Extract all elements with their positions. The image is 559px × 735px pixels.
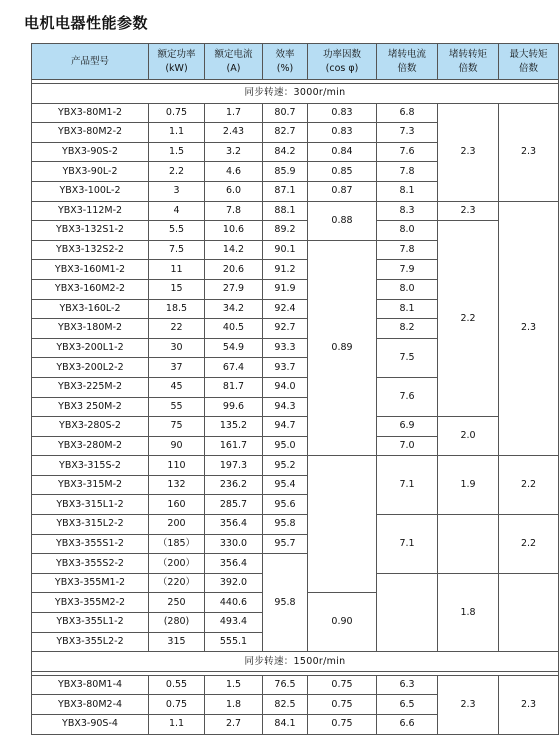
power-cell: 1.1 (149, 123, 205, 143)
model-cell: YBX3-355M1-2 (32, 573, 149, 593)
pf-cell (308, 456, 377, 593)
power-cell: 5.5 (149, 221, 205, 241)
efficiency-cell: 84.1 (263, 715, 308, 735)
lrt-cell: 2.0 (438, 417, 499, 456)
lrc-cell: 8.0 (377, 279, 438, 299)
pf-cell: 0.75 (308, 675, 377, 695)
efficiency-cell: 88.1 (263, 201, 308, 221)
lrc-cell (377, 573, 438, 651)
current-cell: 3.2 (205, 142, 263, 162)
current-cell: 330.0 (205, 534, 263, 554)
header-power: 额定功率 (kW) (149, 44, 205, 80)
power-cell: 90 (149, 436, 205, 456)
efficiency-cell: 92.7 (263, 319, 308, 339)
header-model: 产品型号 (32, 44, 149, 80)
current-cell: 4.6 (205, 162, 263, 182)
pf-cell: 0.83 (308, 123, 377, 143)
current-cell: 1.8 (205, 695, 263, 715)
efficiency-cell: 95.7 (263, 534, 308, 554)
current-cell: 236.2 (205, 475, 263, 495)
efficiency-cell: 95.8 (263, 554, 308, 652)
efficiency-cell: 87.1 (263, 181, 308, 201)
lrc-cell: 6.6 (377, 715, 438, 735)
model-cell: YBX3-132S1-2 (32, 221, 149, 241)
max-torque-cell: 2.3 (499, 201, 559, 456)
current-cell: 197.3 (205, 456, 263, 476)
efficiency-cell: 95.4 (263, 475, 308, 495)
performance-table (31, 43, 559, 735)
model-cell: YBX3-280S-2 (32, 417, 149, 437)
lrc-cell: 6.8 (377, 103, 438, 123)
current-cell: 10.6 (205, 221, 263, 241)
header-max-torque: 最大转矩 倍数 (499, 44, 559, 80)
current-cell: 20.6 (205, 260, 263, 280)
lrc-cell: 7.9 (377, 260, 438, 280)
model-cell: YBX3-90S-2 (32, 142, 149, 162)
lrt-cell: 2.3 (438, 675, 499, 734)
model-cell: YBX3-160M2-2 (32, 279, 149, 299)
current-cell: 356.4 (205, 554, 263, 574)
table-row (32, 103, 559, 123)
current-cell: 2.43 (205, 123, 263, 143)
model-cell: YBX3-180M-2 (32, 319, 149, 339)
lrt-cell: 2.3 (438, 201, 499, 221)
pf-cell: 0.85 (308, 162, 377, 182)
power-cell: 1.1 (149, 715, 205, 735)
model-cell: YBX3 250M-2 (32, 397, 149, 417)
lrc-cell: 8.1 (377, 299, 438, 319)
current-cell: 135.2 (205, 417, 263, 437)
power-cell: 11 (149, 260, 205, 280)
model-cell: YBX3-315M-2 (32, 475, 149, 495)
efficiency-cell: 80.7 (263, 103, 308, 123)
efficiency-cell: 95.2 (263, 456, 308, 476)
page-title: 电机电器性能参数 (24, 14, 149, 32)
efficiency-cell: 94.7 (263, 417, 308, 437)
current-cell: 392.0 (205, 573, 263, 593)
efficiency-cell: 82.5 (263, 695, 308, 715)
max-torque-cell: 2.3 (499, 103, 559, 201)
model-cell: YBX3-200L1-2 (32, 338, 149, 358)
lrt-cell: 1.8 (438, 573, 499, 651)
model-cell: YBX3-80M1-4 (32, 675, 149, 695)
efficiency-cell: 85.9 (263, 162, 308, 182)
current-cell: 440.6 (205, 593, 263, 613)
lrc-cell: 6.9 (377, 417, 438, 437)
power-cell: （200） (149, 554, 205, 574)
model-cell: YBX3-160L-2 (32, 299, 149, 319)
power-cell: 75 (149, 417, 205, 437)
model-cell: YBX3-225M-2 (32, 377, 149, 397)
lrc-cell: 8.2 (377, 319, 438, 339)
section-label: 同步转速：1500r/min (32, 652, 559, 672)
efficiency-cell: 76.5 (263, 675, 308, 695)
header-locked-rotor-torque: 堵转转矩 倍数 (438, 44, 499, 80)
lrc-cell: 8.3 (377, 201, 438, 221)
model-cell: YBX3-315L2-2 (32, 515, 149, 535)
power-cell: 18.5 (149, 299, 205, 319)
lrc-cell: 7.8 (377, 240, 438, 260)
model-cell: YBX3-355S1-2 (32, 534, 149, 554)
current-cell: 34.2 (205, 299, 263, 319)
efficiency-cell: 93.3 (263, 338, 308, 358)
header-current: 额定电流 (A) (205, 44, 263, 80)
power-cell: （185） (149, 534, 205, 554)
current-cell: 67.4 (205, 358, 263, 378)
power-cell: 250 (149, 593, 205, 613)
power-cell: 315 (149, 632, 205, 652)
model-cell: YBX3-315S-2 (32, 456, 149, 476)
model-cell: YBX3-315L1-2 (32, 495, 149, 515)
power-cell: 45 (149, 377, 205, 397)
current-cell: 81.7 (205, 377, 263, 397)
lrc-cell: 8.1 (377, 181, 438, 201)
lrc-cell: 7.5 (377, 338, 438, 377)
model-cell: YBX3-112M-2 (32, 201, 149, 221)
lrc-cell: 8.0 (377, 221, 438, 241)
header-power-factor: 功率因数 (cos φ) (308, 44, 377, 80)
current-cell: 1.5 (205, 675, 263, 695)
model-cell: YBX3-355L1-2 (32, 613, 149, 633)
efficiency-cell: 92.4 (263, 299, 308, 319)
max-torque-cell: 2.3 (499, 675, 559, 734)
current-cell: 1.7 (205, 103, 263, 123)
power-cell: 0.55 (149, 675, 205, 695)
power-cell: 0.75 (149, 695, 205, 715)
current-cell: 493.4 (205, 613, 263, 633)
efficiency-cell: 94.3 (263, 397, 308, 417)
pf-cell: 0.90 (308, 593, 377, 652)
header-locked-rotor-current: 堵转电流 倍数 (377, 44, 438, 80)
power-cell: 55 (149, 397, 205, 417)
power-cell: 22 (149, 319, 205, 339)
table-row (32, 221, 559, 241)
section-row (32, 84, 559, 104)
lrc-cell: 6.5 (377, 695, 438, 715)
power-cell: 2.2 (149, 162, 205, 182)
lrc-cell: 7.6 (377, 142, 438, 162)
section-label: 同步转速：3000r/min (32, 84, 559, 104)
table-row (32, 675, 559, 695)
efficiency-cell: 91.2 (263, 260, 308, 280)
max-torque-cell: 2.2 (499, 456, 559, 515)
pf-cell: 0.84 (308, 142, 377, 162)
efficiency-cell: 82.7 (263, 123, 308, 143)
power-cell: 7.5 (149, 240, 205, 260)
model-cell: YBX3-355L2-2 (32, 632, 149, 652)
power-cell: 3 (149, 181, 205, 201)
current-cell: 6.0 (205, 181, 263, 201)
power-cell: 160 (149, 495, 205, 515)
power-cell: 37 (149, 358, 205, 378)
power-cell: 110 (149, 456, 205, 476)
current-cell: 161.7 (205, 436, 263, 456)
model-cell: YBX3-80M1-2 (32, 103, 149, 123)
lrt-cell: 2.2 (438, 221, 499, 417)
power-cell: 200 (149, 515, 205, 535)
current-cell: 555.1 (205, 632, 263, 652)
header-row (32, 44, 559, 80)
table-row (32, 417, 559, 437)
lrc-cell: 7.8 (377, 162, 438, 182)
efficiency-cell: 84.2 (263, 142, 308, 162)
current-cell: 40.5 (205, 319, 263, 339)
pf-cell: 0.75 (308, 715, 377, 735)
pf-cell: 0.88 (308, 201, 377, 240)
current-cell: 2.7 (205, 715, 263, 735)
model-cell: YBX3-160M1-2 (32, 260, 149, 280)
max-torque-cell (499, 573, 559, 651)
current-cell: 7.8 (205, 201, 263, 221)
table-row (32, 201, 559, 221)
power-cell: 0.75 (149, 103, 205, 123)
efficiency-cell: 90.1 (263, 240, 308, 260)
efficiency-cell: 95.0 (263, 436, 308, 456)
table-row (32, 515, 559, 535)
current-cell: 54.9 (205, 338, 263, 358)
model-cell: YBX3-355M2-2 (32, 593, 149, 613)
efficiency-cell: 94.0 (263, 377, 308, 397)
current-cell: 14.2 (205, 240, 263, 260)
efficiency-cell: 93.7 (263, 358, 308, 378)
power-cell: 4 (149, 201, 205, 221)
current-cell: 356.4 (205, 515, 263, 535)
lrc-cell: 7.1 (377, 515, 438, 574)
power-cell: 30 (149, 338, 205, 358)
efficiency-cell: 91.9 (263, 279, 308, 299)
section-row (32, 652, 559, 672)
model-cell: YBX3-80M2-4 (32, 695, 149, 715)
lrc-cell: 7.1 (377, 456, 438, 515)
lrt-cell: 2.3 (438, 103, 499, 201)
model-cell: YBX3-90L-2 (32, 162, 149, 182)
power-cell: 1.5 (149, 142, 205, 162)
efficiency-cell: 89.2 (263, 221, 308, 241)
model-cell: YBX3-80M2-2 (32, 123, 149, 143)
pf-cell: 0.89 (308, 240, 377, 456)
header-efficiency: 效率 (%) (263, 44, 308, 80)
current-cell: 27.9 (205, 279, 263, 299)
pf-cell: 0.83 (308, 103, 377, 123)
current-cell: 285.7 (205, 495, 263, 515)
power-cell: (280) (149, 613, 205, 633)
lrc-cell: 7.0 (377, 436, 438, 456)
lrc-cell: 6.3 (377, 675, 438, 695)
pf-cell: 0.87 (308, 181, 377, 201)
model-cell: YBX3-355S2-2 (32, 554, 149, 574)
power-cell: （220） (149, 573, 205, 593)
current-cell: 99.6 (205, 397, 263, 417)
table-row (32, 456, 559, 476)
lrt-cell (438, 515, 499, 574)
model-cell: YBX3-90S-4 (32, 715, 149, 735)
power-cell: 132 (149, 475, 205, 495)
lrc-cell: 7.6 (377, 377, 438, 416)
model-cell: YBX3-100L-2 (32, 181, 149, 201)
lrt-cell: 1.9 (438, 456, 499, 515)
pf-cell: 0.75 (308, 695, 377, 715)
model-cell: YBX3-280M-2 (32, 436, 149, 456)
model-cell: YBX3-200L2-2 (32, 358, 149, 378)
efficiency-cell: 95.8 (263, 515, 308, 535)
power-cell: 15 (149, 279, 205, 299)
lrc-cell: 7.3 (377, 123, 438, 143)
model-cell: YBX3-132S2-2 (32, 240, 149, 260)
max-torque-cell: 2.2 (499, 515, 559, 574)
efficiency-cell: 95.6 (263, 495, 308, 515)
